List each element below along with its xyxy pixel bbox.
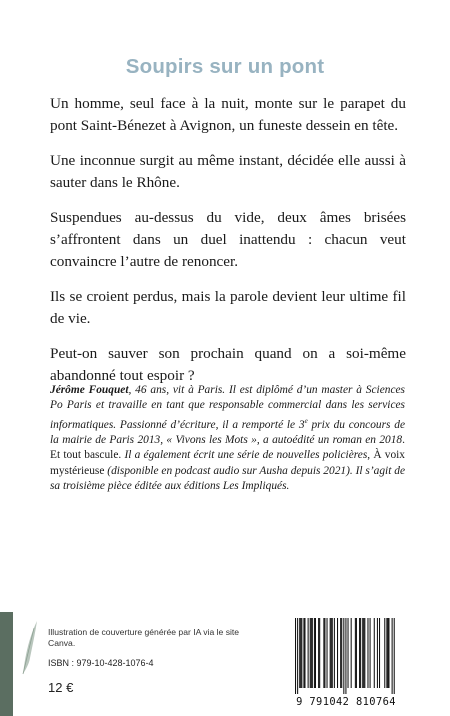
barcode-bar <box>360 618 361 688</box>
bio-text: . Et tout bascule. <box>50 434 405 462</box>
bio-text: , <box>367 449 374 462</box>
feather-icon <box>20 618 40 681</box>
bio-text: À voix mystérieuse <box>50 449 406 477</box>
bio-text: Il a également écrit une série de nouvelles policières <box>124 449 368 462</box>
barcode-bar <box>334 618 335 688</box>
barcode-bar <box>301 618 302 688</box>
barcode-bar <box>359 618 360 688</box>
barcode-bar <box>374 618 375 688</box>
synopsis <box>50 93 406 400</box>
barcode-bar <box>345 618 346 694</box>
barcode-bar <box>388 618 389 688</box>
barcode-bar <box>340 618 341 688</box>
barcode-bar <box>341 618 342 688</box>
barcode-bar <box>327 618 328 688</box>
synopsis-paragraph: Ils se croient perdus, mais la parole devient leur ultime fil de vie. <box>50 288 406 327</box>
barcode-bar <box>343 618 344 694</box>
barcode-bar <box>386 618 387 688</box>
synopsis-paragraph: Une inconnue surgit au même instant, décidée elle aussi à sauter dans le Rhône. <box>50 152 406 191</box>
barcode-bar <box>379 618 380 688</box>
barcode-bar <box>319 618 320 688</box>
barcode-bar <box>330 618 331 688</box>
synopsis-paragraph: Peut-on sauver son prochain quand on a soi-même abandonné tout espoir ? <box>50 345 406 384</box>
barcode-bar <box>370 618 371 688</box>
barcode-bar <box>299 618 300 688</box>
barcode-bar <box>315 618 316 688</box>
barcode-bar <box>355 618 356 688</box>
barcode-bar <box>364 618 365 688</box>
barcode-bar <box>324 618 325 688</box>
barcode-bar <box>303 618 304 688</box>
barcode-bar <box>311 618 312 688</box>
barcode-bar <box>348 618 349 688</box>
author-name: Jérôme Fouquet <box>50 384 129 396</box>
barcode-bar <box>387 618 388 688</box>
barcode-bars <box>295 618 399 696</box>
cover-credits: Illustration de couverture générée par IA via le site Canva. <box>48 627 240 648</box>
synopsis-paragraph: Suspendues au-dessus du vide, deux âmes brisées s’affrontent dans un duel inattendu : chacun veut convaincre l’autre de renoncer. <box>50 209 406 270</box>
barcode-bar <box>394 618 395 694</box>
barcode-bar <box>332 618 333 688</box>
barcode-bar <box>312 618 313 688</box>
barcode-bar <box>295 618 296 694</box>
barcode-bar <box>297 618 298 694</box>
barcode <box>285 612 407 710</box>
isbn-text: ISBN : 979-10-428-1076-4 <box>48 658 154 668</box>
barcode-bar <box>356 618 357 688</box>
barcode-bar <box>367 618 368 688</box>
barcode-bar <box>308 618 309 688</box>
bio-text: , 46 ans, vit à Paris. Il est diplômé d’un master à Sciences Po Paris et travaille en tant que responsable commercial dans les services informatiques. Passionné d’écriture, il a remporté le 3 <box>50 384 405 431</box>
barcode-bar <box>314 618 315 688</box>
barcode-bar <box>362 618 363 688</box>
bio-superscript: e <box>304 416 308 425</box>
barcode-bar <box>392 618 393 694</box>
barcode-bar <box>318 618 319 688</box>
synopsis-paragraph: Un homme, seul face à la nuit, monte sur le parapet du pont Saint-Bénezet à Avignon, un funeste dessein en tête. <box>50 95 406 134</box>
barcode-bar <box>331 618 332 688</box>
bio-text: prix du concours de la mairie de Paris 2013, « Vivons les Mots », a autoédité un roman en 2018 <box>50 418 406 447</box>
barcode-bar <box>363 618 364 688</box>
book-title: Soupirs sur un pont <box>125 54 325 78</box>
barcode-bar <box>337 618 338 688</box>
author-bio <box>50 383 405 495</box>
barcode-bar <box>384 618 385 688</box>
barcode-bar <box>304 618 305 688</box>
publisher-color-bar <box>0 612 13 716</box>
price-text: 12 € <box>48 680 74 695</box>
bio-text: (disponible en podcast audio sur Ausha depuis 2021). Il s’agit de sa troisième pièce éditée aux éditions Les Impliqués. <box>50 464 405 493</box>
barcode-number: 9 791042 810764 <box>296 696 396 708</box>
barcode-bar <box>377 618 378 688</box>
barcode-bar <box>310 618 311 688</box>
barcode-bar <box>300 618 301 688</box>
barcode-bar <box>351 618 352 688</box>
barcode-bar <box>323 618 324 688</box>
